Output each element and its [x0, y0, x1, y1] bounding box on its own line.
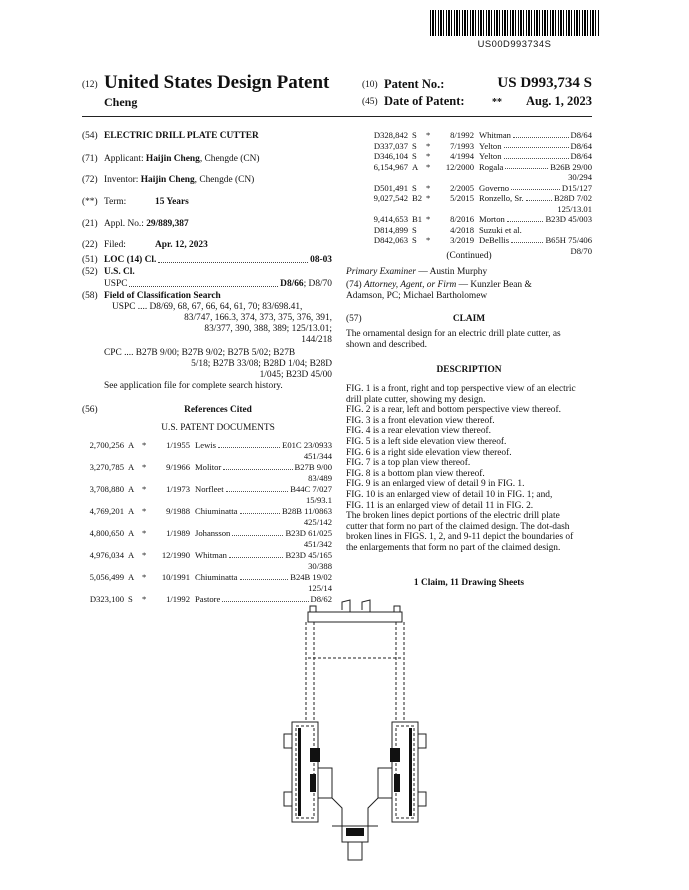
reference-star: * [426, 235, 431, 245]
appl-no-line [104, 219, 189, 230]
barcode [430, 10, 599, 36]
reference-date: 4/2018 [450, 224, 474, 235]
reference-dots [513, 130, 569, 138]
reference-number: 2,700,256 [89, 440, 124, 450]
field-cpc-l1: CPC .... B27B 9/00; B27B 9/02; B27B 5/02; B27B [104, 348, 296, 358]
reference-kind: S [128, 594, 133, 604]
patent-no-label: Patent No.: [384, 77, 445, 91]
header-divider [82, 116, 592, 117]
reference-dots [240, 506, 280, 514]
reference-name-cell [195, 528, 332, 539]
reference-class-secondary: 30/294 [568, 172, 592, 182]
examiner-line [346, 267, 487, 278]
reference-name: Norfleet [195, 484, 224, 494]
code-10: (10) [362, 80, 378, 90]
reference-name-cell [479, 162, 592, 173]
reference-class-secondary: 451/344 [303, 450, 332, 461]
reference-row [70, 484, 332, 495]
reference-date: 9/1988 [166, 506, 190, 516]
code-74: (74) [346, 280, 362, 290]
date-label: Date of Patent: [384, 94, 465, 108]
reference-name: Pastore [195, 594, 221, 604]
reference-class: B26B 29/00 [550, 161, 592, 172]
reference-name: Suzuki et al. [479, 224, 522, 235]
reference-row [346, 162, 592, 173]
reference-number: D346,104 [373, 151, 408, 161]
description-line: FIG. 11 is an enlarged view of detail 11 in FIG. 2. [346, 500, 534, 511]
reference-dots [218, 440, 280, 448]
description-line: FIG. 5 is a left side elevation view thereof. [346, 437, 507, 447]
reference-name-cell [479, 193, 592, 204]
description-line: broken lines in FIGS. 1, 2, and 9-11 depict the boundaries of [346, 532, 574, 543]
references-cited-title: References Cited [184, 405, 252, 415]
reference-star: * [426, 151, 431, 161]
reference-number: D814,899 [373, 224, 408, 235]
reference-name-cell [479, 183, 592, 194]
description-line: The broken lines depict portions of the electric drill plate [346, 511, 560, 522]
reference-date: 1/1989 [166, 528, 190, 538]
reference-name: Johansson [195, 528, 231, 538]
reference-number: 4,800,650 [89, 528, 124, 538]
reference-date: 9/1966 [166, 462, 190, 472]
code-57: (57) [346, 314, 362, 324]
attorney-line-1 [346, 280, 532, 291]
design-title: ELECTRIC DRILL PLATE CUTTER [104, 131, 259, 141]
attorney-label: Attorney, Agent, or Firm [363, 280, 457, 290]
code-58: (58) [82, 291, 98, 301]
reference-class-secondary: 125/14 [308, 582, 332, 593]
reference-number: 9,414,653 [373, 214, 408, 224]
reference-name-cell [479, 214, 592, 225]
reference-name: Governo [479, 182, 510, 193]
field-cpc-l2: 5/18; B27B 33/08; B28D 1/04; B28D [191, 359, 332, 369]
reference-name: Yelton [479, 140, 502, 151]
code-22: (22) [82, 240, 98, 250]
reference-star: * [426, 161, 431, 172]
reference-number: D842,063 [373, 235, 408, 245]
reference-row [70, 506, 332, 517]
inventor-surname: Cheng [104, 95, 138, 109]
reference-kind: A [128, 528, 135, 538]
description-line: FIG. 2 is a rear, left and bottom perspective view thereof. [346, 405, 561, 416]
reference-row [346, 193, 592, 204]
field-uspc-l4: 144/218 [301, 335, 332, 345]
reference-kind: B2 [412, 193, 423, 203]
reference-class-secondary: 30/388 [308, 560, 332, 571]
reference-name: Chiuminatta [195, 506, 238, 516]
reference-name-cell [479, 130, 592, 141]
appl-no-label: Appl. No.: [104, 219, 144, 229]
reference-date: 12/1990 [161, 550, 190, 560]
reference-star: * [426, 214, 431, 224]
description-line: FIG. 10 is an enlarged view of detail 10 in FIG. 1; and, [346, 490, 553, 500]
code-51: (51) [82, 255, 98, 265]
reference-dots [229, 550, 283, 558]
us-patent-documents-title: U.S. PATENT DOCUMENTS [161, 423, 275, 433]
reference-class: B27B 9/00 [294, 462, 332, 472]
reference-kind: S [412, 140, 417, 151]
reference-star: * [426, 130, 431, 140]
reference-date: 1/1973 [166, 484, 190, 494]
reference-kind: S [412, 182, 417, 193]
inventor-name: Haijin Cheng [140, 175, 195, 185]
reference-name: Ronzello, Sr. [479, 193, 524, 203]
description-line: FIG. 7 is a top plan view thereof. [346, 458, 471, 469]
description-line: FIG. 1 is a front, right and top perspective view of an electric [346, 384, 576, 394]
code-56: (56) [82, 405, 98, 415]
term-label: Term: [104, 197, 127, 207]
reference-class-secondary: 15/93.1 [305, 494, 332, 505]
reference-kind: S [412, 224, 417, 235]
reference-dots [507, 214, 544, 222]
reference-name: Yelton [479, 151, 502, 161]
field-uspc-l2: 83/747, 166.3, 374, 373, 375, 376, 391, [184, 313, 332, 323]
reference-class: B28B 11/0863 [281, 506, 332, 516]
filed-date: Apr. 12, 2023 [155, 240, 208, 250]
reference-number: 6,154,967 [373, 161, 408, 172]
reference-date: 4/1994 [450, 151, 474, 161]
reference-date: 12/2000 [445, 161, 474, 172]
reference-class: B23D 45/165 [285, 550, 332, 560]
see-application: See application file for complete search history. [104, 381, 283, 391]
reference-star: * [426, 193, 431, 203]
reference-name-cell [479, 151, 592, 162]
reference-name-cell [479, 225, 592, 236]
reference-row [70, 550, 332, 561]
loc-line [104, 255, 332, 266]
loc-value: 08-03 [310, 255, 332, 265]
reference-class-secondary: 451/342 [303, 538, 332, 549]
examiner-name: — Austin Murphy [416, 267, 488, 277]
reference-name: Molitor [195, 462, 222, 472]
reference-star: * [142, 440, 147, 450]
reference-class: B24B 19/02 [290, 572, 332, 582]
description-line: FIG. 3 is a front elevation view thereof. [346, 415, 495, 426]
reference-kind: A [128, 506, 135, 516]
reference-number: 4,769,201 [89, 506, 124, 516]
reference-dots [232, 528, 283, 536]
reference-row [346, 225, 592, 236]
reference-kind: A [412, 161, 419, 172]
claims-sheets-summary: 1 Claim, 11 Drawing Sheets [413, 578, 525, 588]
reference-star: * [142, 594, 147, 604]
reference-dots [504, 151, 569, 159]
reference-class: D8/64 [570, 130, 592, 140]
reference-kind: S [412, 235, 417, 245]
uspc-main: D8/66 [280, 279, 304, 289]
description-title: DESCRIPTION [436, 365, 502, 375]
reference-name-cell [479, 235, 592, 246]
reference-dots [511, 235, 543, 243]
reference-kind: A [128, 462, 135, 472]
reference-class: B23D 45/003 [545, 214, 592, 224]
reference-row [346, 130, 592, 141]
reference-class-secondary: 125/13.01 [557, 203, 592, 214]
examiner-label: Primary Examiner [346, 267, 417, 277]
reference-star: * [142, 572, 147, 582]
reference-name-cell [195, 484, 332, 495]
reference-row [70, 462, 332, 473]
description-line: the enlargements that form no part of the claimed design. [346, 543, 561, 553]
filed-label: Filed: [104, 240, 126, 250]
reference-dots [511, 183, 560, 191]
applicant-line [104, 154, 259, 165]
reference-class: D8/64 [570, 151, 592, 161]
reference-row [70, 572, 332, 583]
code-52: (52) [82, 267, 98, 277]
continued-label: (Continued) [446, 251, 492, 261]
reference-number: D323,100 [89, 594, 124, 604]
term-value: 15 Years [155, 197, 189, 207]
patent-number: US D993,734 S [497, 75, 592, 91]
reference-kind: A [128, 484, 135, 494]
code-12: (12) [82, 80, 98, 90]
reference-class-secondary: D8/70 [570, 245, 592, 256]
claim-line-1: The ornamental design for an electric drill plate cutter, as [346, 329, 561, 339]
reference-class: B28D 7/02 [554, 193, 592, 203]
reference-number: D337,037 [373, 140, 408, 151]
description-line: FIG. 8 is a bottom plan view thereof. [346, 468, 485, 479]
reference-row [70, 528, 332, 539]
reference-kind: A [128, 572, 135, 582]
description-line: drill plate cutter, showing my design. [346, 394, 486, 405]
attorney-line-2: Adamson, PC; Michael Bartholomew [346, 291, 488, 301]
reference-number: 5,056,499 [89, 572, 124, 582]
applicant-location: , Chengde (CN) [199, 154, 260, 164]
reference-row [346, 235, 592, 246]
reference-date: 2/2005 [450, 182, 474, 193]
reference-kind: S [412, 151, 417, 161]
reference-name-cell [479, 141, 592, 152]
reference-name-cell [195, 440, 332, 451]
reference-class-secondary: 425/142 [303, 516, 332, 527]
applicant-label: Applicant: [104, 154, 144, 164]
uspc-rest: ; D8/70 [303, 279, 332, 289]
loc-label: LOC (14) Cl. [104, 255, 157, 265]
reference-date: 10/1991 [161, 572, 190, 582]
reference-class: D8/62 [310, 594, 332, 604]
reference-name-cell [195, 506, 332, 517]
date-stars: ** [492, 97, 502, 108]
reference-dots [226, 484, 289, 492]
reference-name: DeBellis [479, 235, 510, 245]
reference-name-cell [195, 550, 332, 561]
reference-class: B65H 75/406 [545, 235, 592, 245]
reference-name-cell [195, 572, 332, 583]
reference-row [70, 440, 332, 451]
attorney-l1: — Kunzler Bean & [456, 280, 532, 290]
description-line: cutter that form no part of the claimed design. The dot-dash [346, 521, 570, 532]
reference-class: B44C 7/027 [290, 484, 332, 494]
reference-dots [223, 462, 292, 470]
reference-row [346, 183, 592, 194]
reference-number: D501,491 [373, 182, 408, 193]
reference-kind: B1 [412, 214, 423, 224]
reference-number: 3,270,785 [89, 462, 124, 472]
reference-dots [504, 141, 569, 149]
reference-date: 5/2015 [450, 193, 474, 203]
reference-date: 1/1955 [166, 440, 190, 450]
inventor-line [104, 175, 254, 186]
reference-row [346, 214, 592, 225]
claim-line-2: shown and described. [346, 340, 427, 350]
reference-class: D8/64 [570, 140, 592, 151]
reference-star: * [142, 506, 147, 516]
reference-name: Rogala [479, 161, 504, 172]
reference-date: 1/1992 [166, 594, 190, 604]
reference-star: * [142, 484, 147, 494]
inventor-label: Inventor: [104, 175, 139, 185]
field-cpc-l3: 1/045; B23D 45/00 [259, 370, 332, 380]
reference-date: 8/2016 [450, 214, 474, 224]
reference-class: E01C 23/0933 [282, 440, 332, 450]
drill-plate-cutter-drawing [270, 598, 440, 868]
field-uspc-l1: USPC .... D8/69, 68, 67, 66, 64, 61, 70; 83/698.41, [112, 302, 303, 312]
reference-name: Whitman [195, 550, 227, 560]
reference-dots [526, 193, 552, 201]
uspc-line [104, 279, 332, 290]
reference-date: 3/2019 [450, 235, 474, 245]
reference-star: * [142, 528, 147, 538]
code-72: (72) [82, 175, 98, 185]
reference-name: Morton [479, 214, 505, 224]
reference-star: * [426, 140, 431, 151]
code-71: (71) [82, 154, 98, 164]
reference-kind: A [128, 550, 135, 560]
inventor-location: , Chengde (CN) [194, 175, 255, 185]
reference-kind: S [412, 130, 417, 140]
reference-star [426, 225, 436, 236]
loc-dots [158, 255, 308, 263]
description-line: FIG. 4 is a rear elevation view thereof. [346, 426, 491, 437]
reference-star: * [426, 182, 431, 193]
description-line: FIG. 9 is an enlarged view of detail 9 in FIG. 1. [346, 479, 525, 490]
description-line: FIG. 6 is a right side elevation view thereof. [346, 447, 512, 458]
reference-name-cell [195, 462, 332, 473]
reference-date: 7/1993 [450, 140, 474, 151]
us-cl-label: U.S. Cl. [104, 267, 135, 277]
reference-name: Lewis [195, 440, 217, 450]
claim-title: CLAIM [452, 314, 486, 324]
reference-dots [240, 572, 289, 580]
uspc-dots [129, 279, 278, 287]
barcode-number: US00D993734S [477, 38, 552, 49]
field-uspc-l3: 83/377, 390, 388, 389; 125/13.01; [204, 324, 332, 334]
reference-row [346, 151, 592, 162]
applicant-name: Haijin Cheng [145, 154, 200, 164]
reference-class: D15/127 [561, 182, 592, 193]
reference-star: * [142, 550, 147, 560]
reference-date: 8/1992 [450, 130, 474, 140]
reference-kind: A [128, 440, 135, 450]
reference-number: 3,708,880 [89, 484, 124, 494]
reference-star: * [142, 462, 147, 472]
document-type: United States Design Patent [104, 72, 330, 93]
patent-date: Aug. 1, 2023 [526, 94, 592, 108]
code-21: (21) [82, 219, 98, 229]
reference-class: B23D 61/025 [285, 528, 332, 538]
appl-no: 29/889,387 [146, 219, 189, 229]
field-search-label: Field of Classification Search [104, 291, 221, 301]
reference-class-secondary: 83/489 [308, 472, 332, 483]
reference-name: Chiuminatta [195, 572, 238, 582]
code-term: (**) [82, 197, 98, 207]
reference-dots [505, 162, 548, 170]
reference-row [346, 141, 592, 152]
code-54: (54) [82, 131, 98, 141]
code-45: (45) [362, 97, 378, 107]
reference-number: D328,842 [373, 130, 408, 140]
reference-number: 4,976,034 [89, 550, 124, 560]
reference-name: Whitman [479, 130, 511, 140]
reference-number: 9,027,542 [373, 193, 408, 203]
uspc-label: USPC [104, 279, 128, 289]
